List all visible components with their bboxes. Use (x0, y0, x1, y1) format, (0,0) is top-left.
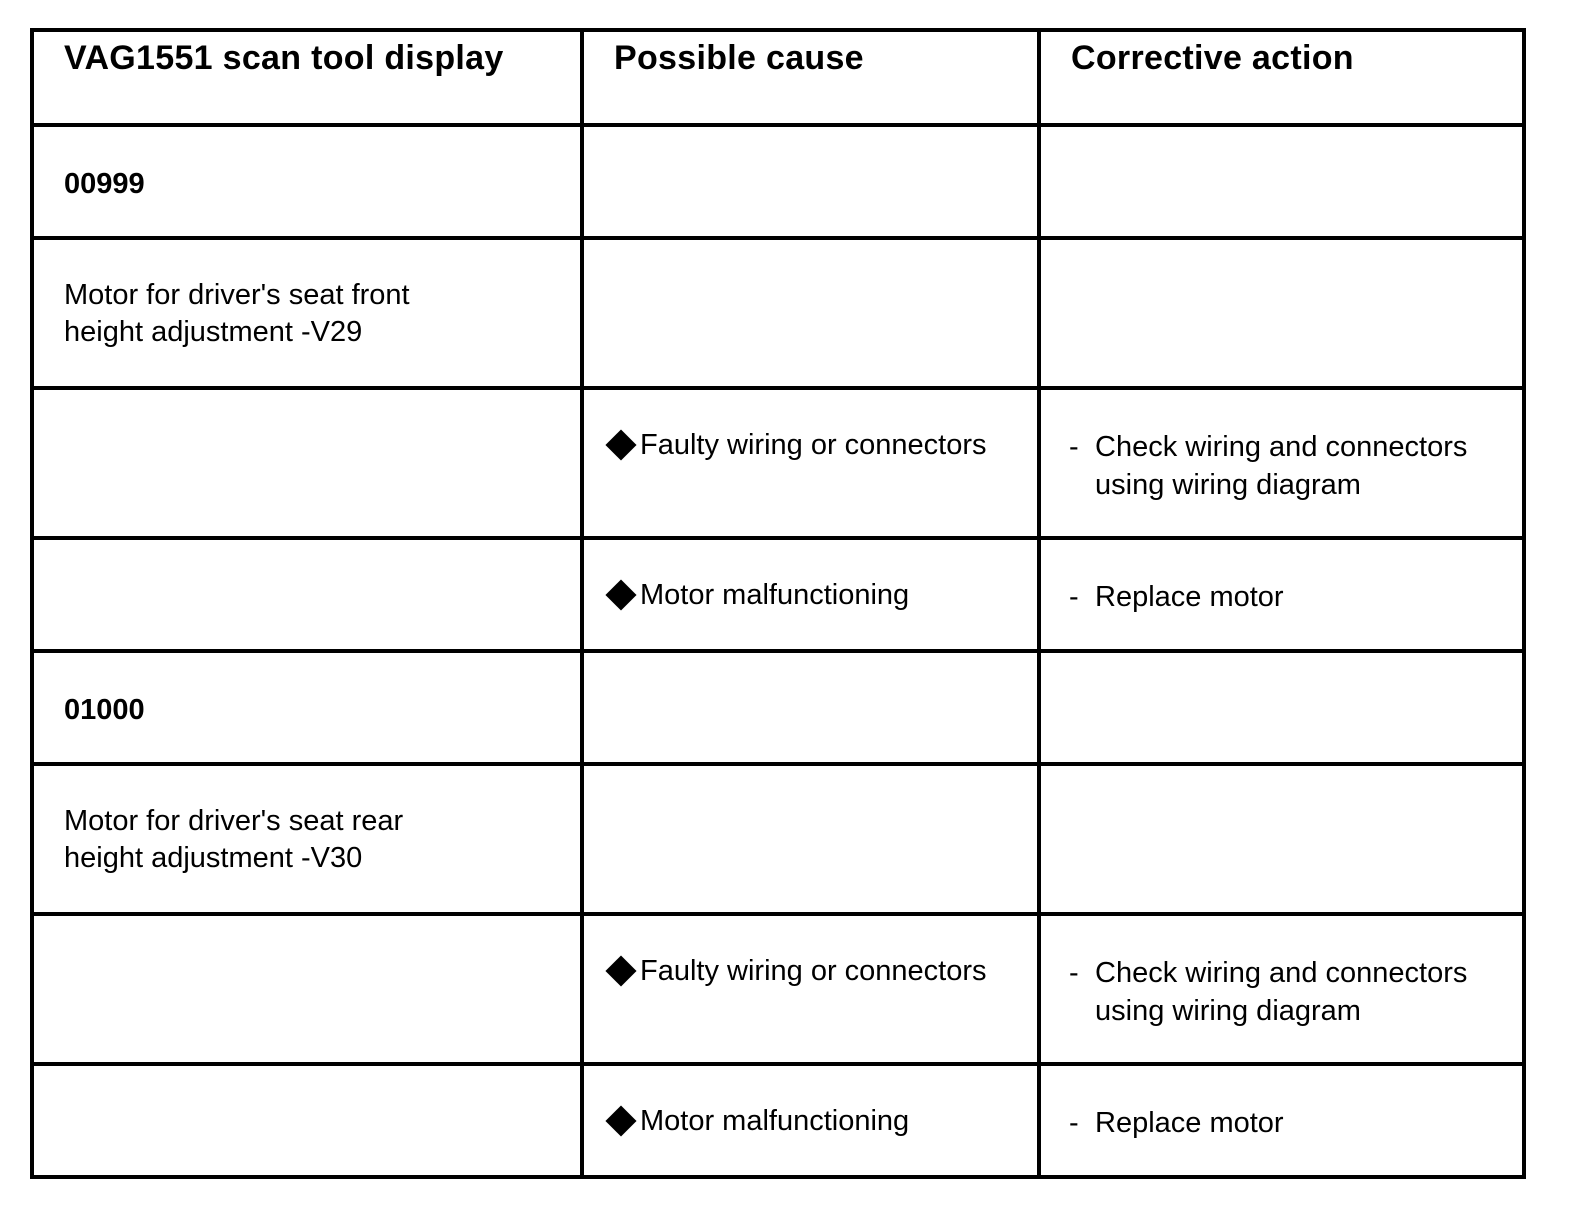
empty-cell (32, 388, 582, 538)
header-scan-tool-display: VAG1551 scan tool display (64, 39, 504, 77)
corrective-action-text: Replace motor (1095, 1107, 1284, 1139)
dash-marker: - (1069, 431, 1079, 463)
header-cell-corrective-action (1039, 30, 1524, 125)
diamond-bullet-icon (605, 579, 636, 610)
fault-code-cell (32, 651, 582, 764)
header-possible-cause: Possible cause (614, 39, 864, 77)
component-cell (32, 238, 582, 388)
possible-cause-text: Motor malfunctioning (640, 1105, 910, 1137)
possible-cause-text: Motor malfunctioning (640, 579, 910, 611)
table-row-cause (32, 388, 1524, 538)
empty-cell (32, 914, 582, 1064)
component-name: Motor for driver's seat front height adjustment -V29 (64, 279, 410, 348)
possible-cause-text: Faulty wiring or connectors (640, 955, 987, 987)
corrective-action-text: Check wiring and connectors using wiring diagram (1095, 431, 1468, 501)
diamond-bullet-icon (605, 1105, 636, 1136)
fault-code-table (30, 28, 1526, 1179)
table-row-cause (32, 914, 1524, 1064)
diamond-bullet-icon (605, 955, 636, 986)
header-cell-possible-cause (582, 30, 1039, 125)
possible-cause-cell (582, 388, 1039, 538)
table-row-fault-code (32, 125, 1524, 238)
table-row-cause (32, 538, 1524, 651)
corrective-action-cell (1039, 914, 1524, 1064)
fault-code-cell (32, 125, 582, 238)
empty-cell (1039, 125, 1524, 238)
possible-cause-cell (582, 538, 1039, 651)
empty-cell (582, 238, 1039, 388)
dash-marker: - (1069, 581, 1079, 613)
component-cell (32, 764, 582, 914)
table-row-component (32, 764, 1524, 914)
corrective-action-text: Replace motor (1095, 581, 1284, 613)
header-corrective-action: Corrective action (1071, 39, 1354, 77)
diamond-bullet-icon (605, 429, 636, 460)
empty-cell (582, 651, 1039, 764)
possible-cause-text: Faulty wiring or connectors (640, 429, 987, 461)
empty-cell (582, 125, 1039, 238)
table-row-fault-code (32, 651, 1524, 764)
fault-code: 00999 (64, 168, 145, 200)
dash-marker: - (1069, 957, 1079, 989)
corrective-action-cell (1039, 388, 1524, 538)
possible-cause-cell (582, 914, 1039, 1064)
corrective-action-text: Check wiring and connectors using wiring diagram (1095, 957, 1468, 1027)
fault-code: 01000 (64, 694, 145, 726)
table-row-component (32, 238, 1524, 388)
dash-marker: - (1069, 1107, 1079, 1139)
table-header-row (32, 30, 1524, 125)
header-cell-scan-tool-display (32, 30, 582, 125)
corrective-action-cell (1039, 1064, 1524, 1177)
table-row-cause (32, 1064, 1524, 1177)
corrective-action-cell (1039, 538, 1524, 651)
component-name: Motor for driver's seat rear height adjustment -V30 (64, 805, 404, 874)
empty-cell (1039, 651, 1524, 764)
empty-cell (1039, 238, 1524, 388)
empty-cell (32, 538, 582, 651)
empty-cell (582, 764, 1039, 914)
empty-cell (1039, 764, 1524, 914)
empty-cell (32, 1064, 582, 1177)
possible-cause-cell (582, 1064, 1039, 1177)
